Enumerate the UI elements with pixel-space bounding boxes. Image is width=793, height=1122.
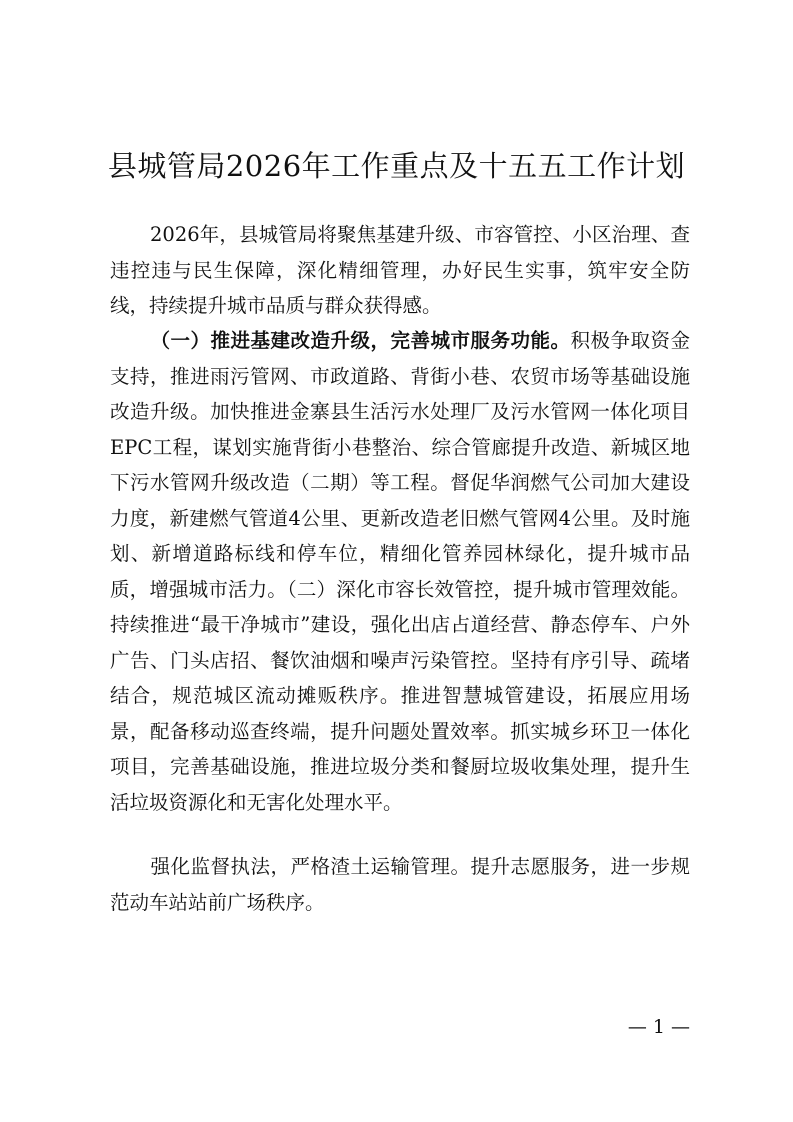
- paragraph-intro-text: 2026年，县城管局将聚焦基建升级、市容管控、小区治理、查违控违与民生保障，深化精细管理，办好民生实事，筑牢安全防线，持续提升城市品质与群众获得感。: [110, 223, 690, 317]
- paragraph-section-one: [110, 323, 690, 820]
- section-heading: （一）推进基建改造升级，完善城市服务功能。: [150, 329, 571, 352]
- paragraph-intro: [110, 217, 690, 324]
- document-title: 县城管局2026年工作重点及十五五工作计划: [107, 149, 686, 183]
- paragraph-closing: [110, 849, 690, 920]
- paragraph-section-one-text: 积极争取资金支持，推进雨污管网、市政道路、背街小巷、农贸市场等基础设施改造升级。加快推进金寨县生活污水处理厂及污水管网一体化项目EPC工程，谋划实施背街小巷整治、综合管廊提升改造、新城区地下污水管网升级改造（二期）等工程。督促华润燃气公司加大建设力度，新建燃气管道4公里、更新改造老旧燃气管网4公里。及时施划、新增道路标线和停车位，精细化管养园林绿化，提升城市品质，增强城市活力。（二）深化市容长效管控，提升城市管理效能。持续推进“最干净城市”建设，强化出店占道经营、静态停车、户外广告、门头店招、餐饮油烟和噪声污染管控。坚持有序引导、疏堵结合，规范城区流动摊贩秩序。推进智慧城管建设，拓展应用场景，配备移动巡查终端，提升问题处置效率。抓实城乡环卫一体化项目，完善基础设施，推进垃圾分类和餐厨垃圾收集处理，提升生活垃圾资源化和无害化处理水平。: [110, 329, 690, 814]
- paragraph-closing-text: 强化监督执法，严格渣土运输管理。提升志愿服务，进一步规范动车站站前广场秩序。: [110, 855, 690, 914]
- page-number: — 1 —: [627, 1016, 690, 1038]
